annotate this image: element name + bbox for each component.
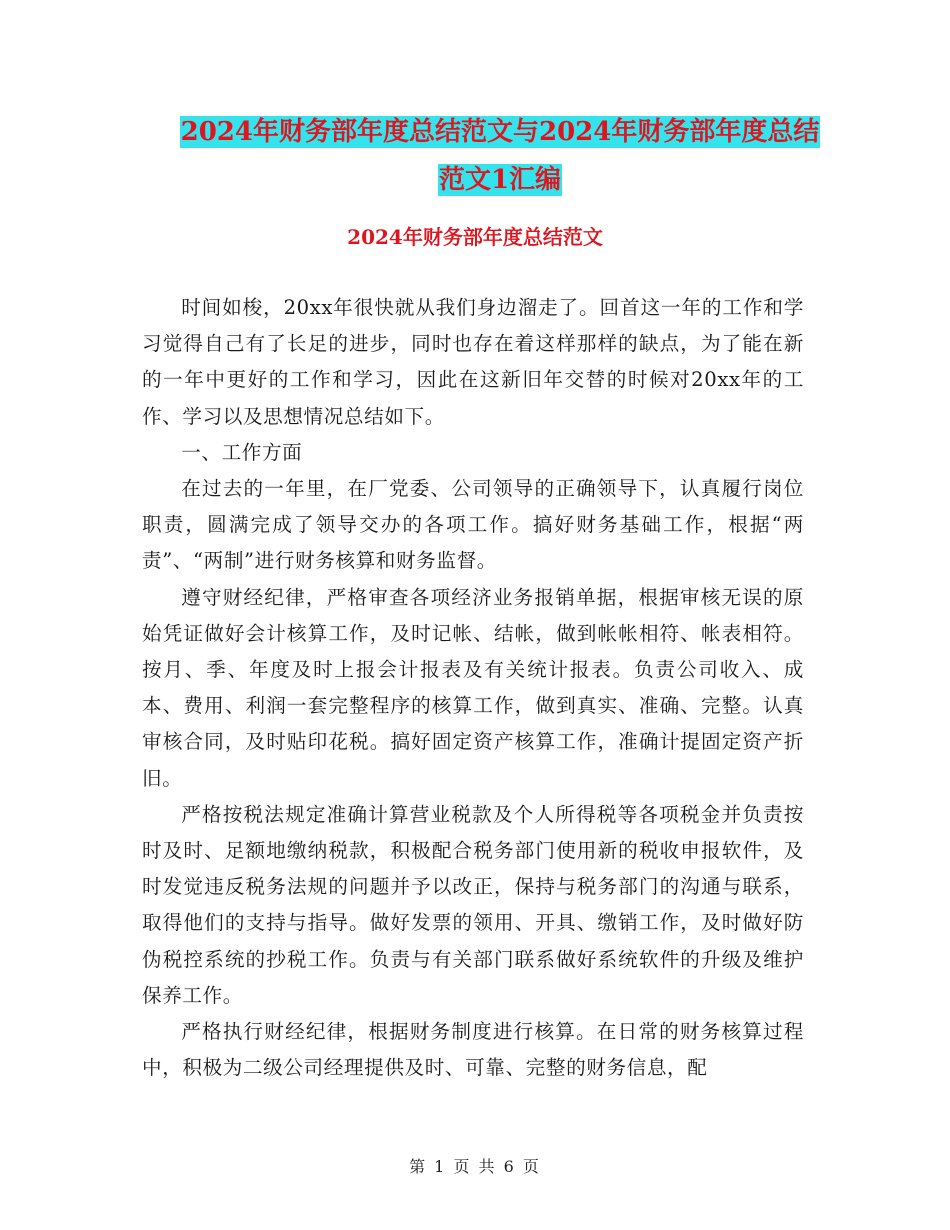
document-title xyxy=(140,108,860,204)
page-number-footer: 第 1 页 共 6 页 xyxy=(409,1157,541,1176)
document-title-line-1: 2024年财务部年度总结范文与2024年财务部年度总结 xyxy=(180,117,820,147)
paragraph: 严格按税法规定准确计算营业税款及个人所得税等各项税金并负责按时及时、足额地缴纳税款，积极配合税务部门使用新的税收申报软件，及时发觉违反税务法规的问题并予以改正，保持与税务部门的沟通与联系，取得他们的支持与指导。做好发票的领用、开具、缴销工作，及时做好防伪税控系统的抄税工作。负责与有关部门联系做好系统软件的升级及维护保养工作。 xyxy=(142,802,804,1007)
section-title: 2024年财务部年度总结范文 xyxy=(347,225,603,249)
paragraph-heading: 一、工作方面 xyxy=(181,440,303,464)
paragraph: 遵守财经纪律，严格审查各项经济业务报销单据，根据审核无误的原始凭证做好会计核算工作，及时记帐、结帐，做到帐帐相符、帐表相符。按月、季、年度及时上报会计报表及有关统计报表。负责公司收入、成本、费用、利润一套完整程序的核算工作，做到真实、准确、完整。认真审核合同，及时贴印花税。搞好固定资产核算工作，准确计提固定资产折旧。 xyxy=(142,585,804,790)
paragraph: 时间如梭，20xx年很快就从我们身边溜走了。回首这一年的工作和学习觉得自己有了长足的进步，同时也存在着这样那样的缺点，为了能在新的一年中更好的工作和学习，因此在这新旧年交替的时候对20xx年的工作、学习以及思想情况总结如下。 xyxy=(142,296,804,428)
paragraph: 严格执行财经纪律，根据财务制度进行核算。在日常的财务核算过程中，积极为二级公司经理提供及时、可靠、完整的财务信息，配 xyxy=(142,1020,804,1080)
document-body xyxy=(142,290,804,1086)
document-title-line-2: 范文1汇编 xyxy=(438,165,562,195)
paragraph: 在过去的一年里，在厂党委、公司领导的正确领导下，认真履行岗位职责，圆满完成了领导交办的各项工作。搞好财务基础工作，根据“两责”、“两制”进行财务核算和财务监督。 xyxy=(142,477,804,573)
